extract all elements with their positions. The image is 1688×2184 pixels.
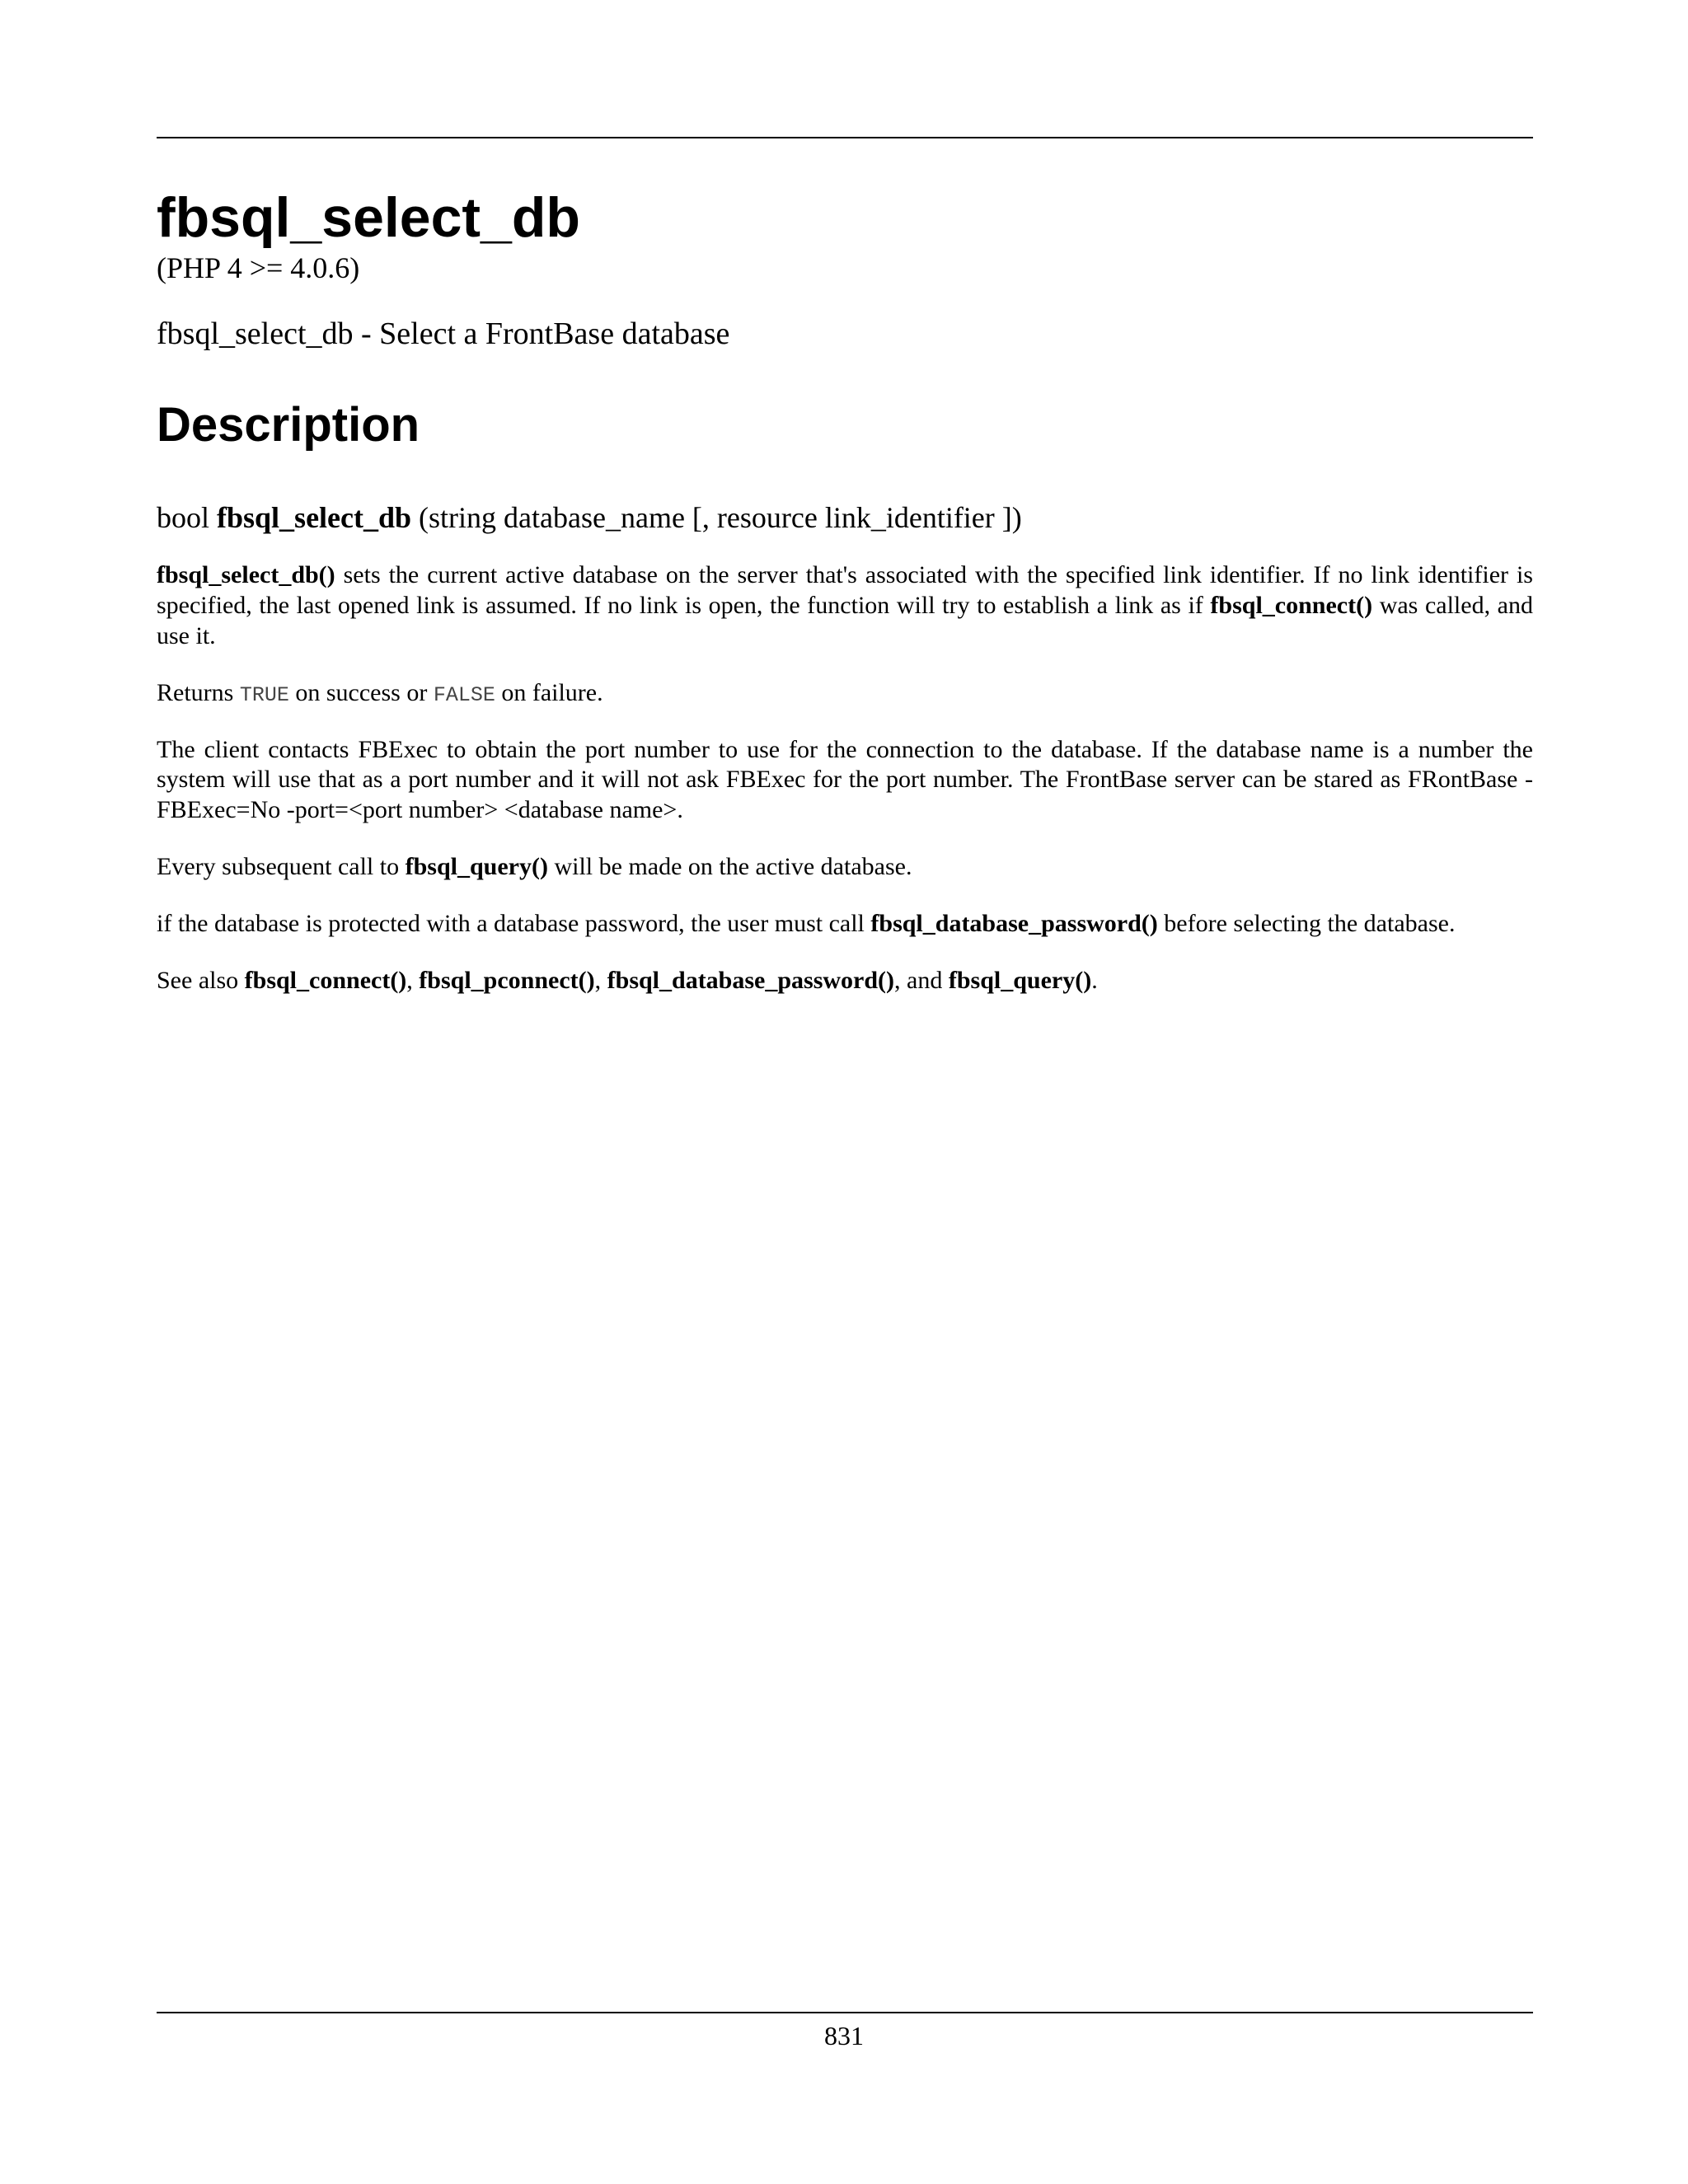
constant-true: TRUE [239,682,289,707]
see-also-database-password[interactable]: fbsql_database_password() [607,966,895,994]
description-heading: Description [157,397,420,452]
function-purpose: fbsql_select_db - Select a FrontBase database [157,316,730,352]
constant-false: FALSE [433,682,495,707]
return-type: bool [157,500,210,534]
see-also-pconnect[interactable]: fbsql_pconnect() [419,966,595,994]
paragraph-subsequent-calls: Every subsequent call to fbsql_query() will be made on the active database. [157,853,912,881]
header-rule [157,137,1533,138]
page-content [157,186,1534,1023]
see-also-connect[interactable]: fbsql_connect() [244,966,407,994]
paragraph-see-also: See also fbsql_connect(), fbsql_pconnect(), fbsql_database_password(), and fbsql_query(). [157,966,1098,994]
see-also-query[interactable]: fbsql_query() [948,966,1092,994]
paragraph-fbexec: The client contacts FBExec to obtain the port number to use for the connection to the database. If the database name is a number the system will use that as a port number and it will not ask FBExec for the port number. The FrontBase server can be stared as FRontBase -FBExec=No -port=<port number> <database name>. [157,735,1533,824]
page-number: 831 [824,2021,864,2050]
function-ref-password: fbsql_database_password() [870,910,1158,938]
function-ref-query: fbsql_query() [405,853,548,881]
function-params: (string database_name [, resource link_identifier ]) [419,500,1022,534]
paragraph-behavior: fbsql_select_db() sets the current active database on the server that's associated with the specified link identifier. If no link identifier is specified, the last opened link is assumed. If no link is open, the function will try to establish a link as if fbsql_connect() was called, and use it. [157,560,1534,649]
version-info: (PHP 4 >= 4.0.6) [157,251,360,284]
function-ref-connect: fbsql_connect() [1210,591,1373,619]
paragraph-returns: Returns TRUE on success or FALSE on failure. [157,678,603,707]
function-synopsis [157,500,1533,536]
function-ref: fbsql_select_db() [157,560,335,588]
function-name: fbsql_select_db [217,500,412,534]
page-title: fbsql_select_db [157,186,580,249]
paragraph-password: if the database is protected with a database password, the user must call fbsql_database_password() before selecting the database. [157,910,1456,938]
footer-rule [157,2012,1533,2013]
